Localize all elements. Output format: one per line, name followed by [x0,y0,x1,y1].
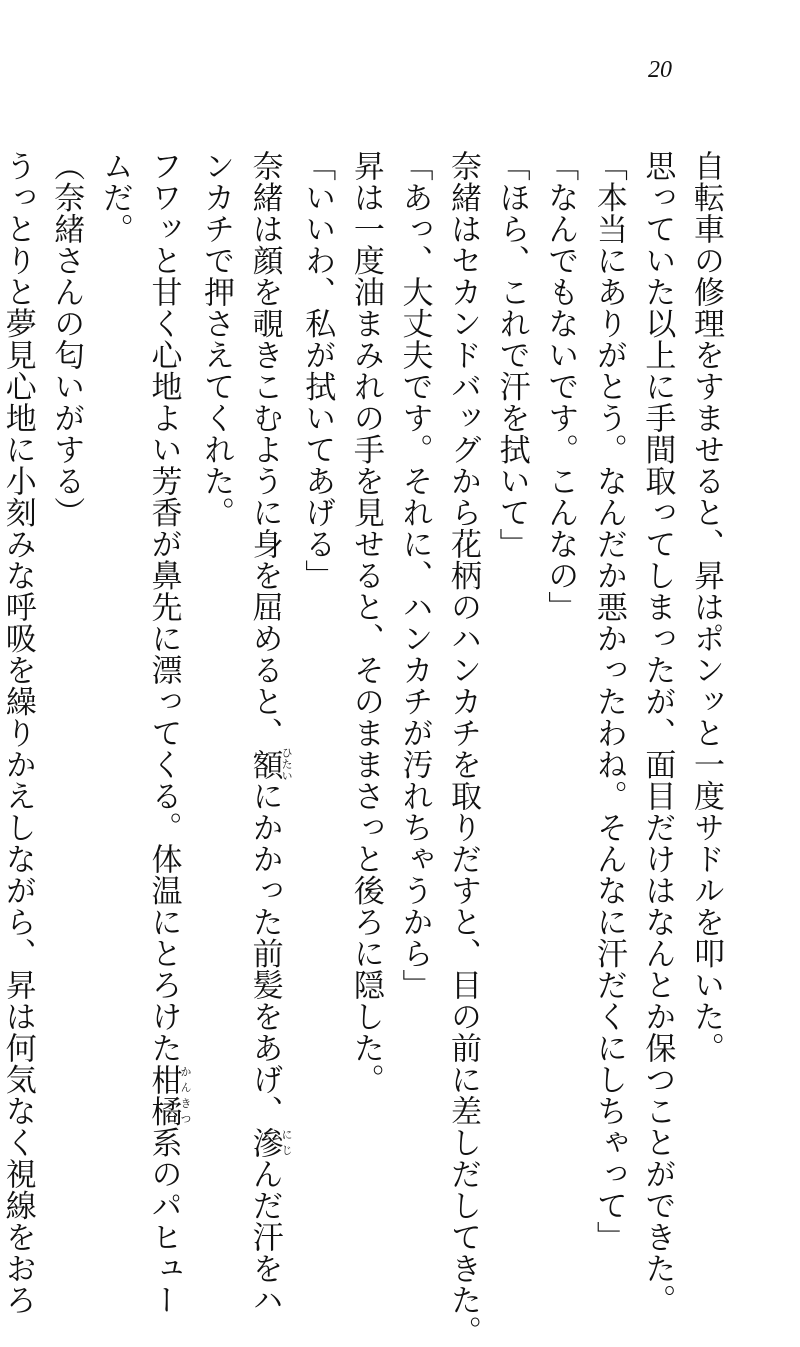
ruby-hitai [246,747,294,782]
text-line-2: 思っていた以上に手間取ってしまったが、面目だけはなんとか保つことができた。 [639,150,676,1316]
text-line-9: 「いいわ、私が拭いてあげる」 [299,150,336,591]
ruby-kankitsu-reading: かんきつ [178,1063,192,1127]
text-line-15: うっとりと夢見心地に小刻みな呼吸を繰りかえしながら、昇は何気なく視線をおろ [0,150,36,1316]
text-line-6: 奈緒はセカンドバッグから花柄のハンカチを取りだすと、目の前に差しだしてきた。 [445,150,482,1347]
text-line-10-part-2: にかかった前髪をあげ、 [246,780,283,1127]
text-line-12-part-2: 系のパヒュー [145,1126,182,1316]
ruby-hitai-base: 額 [246,747,283,782]
text-line-3: 「本当にありがとう。なんだか悪かったわね。そんなに汗だくにしちゃって」 [590,150,627,1253]
ruby-niji-reading: にじ [280,1126,294,1158]
text-line-1: 自転車の修理をすませると、昇はポンッと一度サドルを叩いた。 [688,150,724,1064]
text-line-14: （奈緒さんの匂いがする） [48,150,85,528]
text-line-11: ンカチで押さえてくれた。 [198,150,235,528]
text-line-10-part-3: んだ汗をハ [246,1158,283,1316]
ruby-kankitsu-base: 柑橘 [145,1063,182,1127]
text-line-8: 昇は一度油まみれの手を見せると、そのままさっと後ろに隠した。 [347,150,384,1095]
text-line-10 [240,150,294,1316]
text-line-13: ムだ。 [96,150,133,245]
text-line-12-part-1: フワッと甘く心地よい芳香が鼻先に漂ってくる。体温にとろけた [145,150,182,1064]
ruby-kankitsu [145,1063,192,1127]
ruby-hitai-reading: ひたい [280,747,294,782]
text-line-4: 「なんでもないです。こんなの」 [542,150,579,623]
page-number: 20 [648,57,672,83]
text-line-12 [139,150,192,1316]
vertical-text-body [0,150,730,1347]
text-line-7: 「あっ、大丈夫です。それに、ハンカチが汚れちゃうから」 [396,150,433,1001]
text-line-10-part-1: 奈緒は顔を覗きこむように身を屈めると、 [246,150,283,749]
text-line-5: 「ほら、これで汗を拭いて」 [493,150,530,560]
ruby-niji [246,1126,294,1159]
ruby-niji-base: 滲 [246,1126,283,1158]
